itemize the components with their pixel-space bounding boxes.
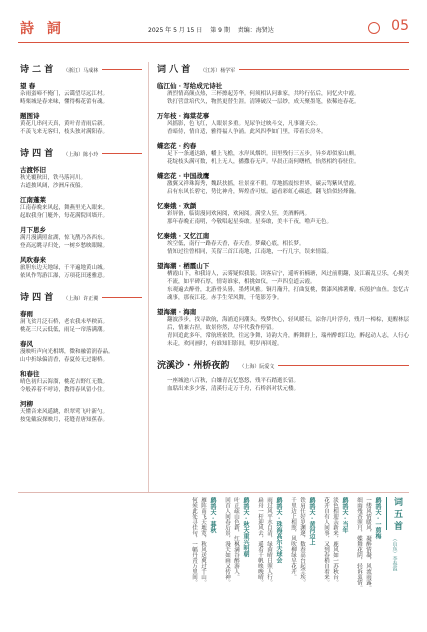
poem-title: 万年枝 · 海棠花事 xyxy=(157,112,210,120)
poem xyxy=(20,339,142,364)
poem-line: 回首人间春后景，漫天如画又传神。 xyxy=(224,497,230,585)
poem-line: 古道披风阔，沙洲斥夜船。 xyxy=(20,183,87,189)
poem-title: 临江仙 · 写给成元诗社 xyxy=(157,82,223,90)
poem-line: 花绽枝头满可数，机上无人，播撒春无声。早晨正南何曙梢，怡然相约春驻住。 xyxy=(167,159,360,165)
vertical-poem xyxy=(189,497,217,619)
section-rule xyxy=(102,69,142,70)
poem-title: 鹧鸪天 · 暮秋 xyxy=(209,497,216,534)
vertical-poem xyxy=(288,497,316,619)
poem-line: 不羡飞来无客归，枝头独对满阳春。 xyxy=(20,129,109,135)
poem xyxy=(20,81,142,106)
poem xyxy=(157,171,409,196)
section-title: 诗 四 首 xyxy=(20,293,54,303)
header-rule xyxy=(18,42,409,43)
section-title: 诗 二 首 xyxy=(20,65,54,75)
section-author: （上海）陈小玲 xyxy=(63,152,99,158)
poem-title: 风吹春来 xyxy=(20,256,46,264)
poem-title: 望海潮 · 栖霞山下 xyxy=(157,262,210,270)
poem-line: 酒烈情高颠点热，三杯擦起芳华。何须相认问谁家，共吟行伍后，同忆火中霞。 xyxy=(167,91,360,97)
poem xyxy=(157,261,409,302)
poem-line: 风摇影，色飞红，人眼景多重。见尿争过映斗交，凡事谢天公。 xyxy=(167,121,322,127)
section-title: 浣溪沙 · 州桥夜韵 xyxy=(157,361,230,371)
section-rule xyxy=(278,365,409,366)
vertical-poem xyxy=(321,497,349,619)
poem-line: 香暗侍，情自适，雅得福人争涌。此风四季如门里，带着长房冬。 xyxy=(167,129,327,135)
poem-line: 天懂音来风遥跳，织翠莺飞叶新勺。 xyxy=(20,409,109,415)
issue-number: 第 9 期 xyxy=(210,27,230,34)
vertical-poem xyxy=(222,497,250,619)
poem-line: 雁阵南飞天地宽，秋风送爽过千山。 xyxy=(200,497,206,585)
poem-line: 何须此处寻佳句，一幅丹青万里间。 xyxy=(191,497,197,585)
poem xyxy=(20,111,142,136)
poem-title: 春雨 xyxy=(20,310,33,318)
poem-line: 那年春晚正南明，今敬唱起星奏敢。星奏敢，美丰千夜，噜声无色。 xyxy=(167,219,333,225)
poem-line: 登高远眺寻归处，一树乡愁映眼瞳。 xyxy=(20,243,109,249)
poem xyxy=(157,377,409,393)
poem-line: 细雨残香照月，蝶舞花阴，轻诉衷情。 xyxy=(356,497,362,591)
section-rule xyxy=(102,297,142,298)
poem-line: 铁肩任好岁渊邃，数春高台起尘埃。 xyxy=(299,497,305,585)
poem-title: 望海潮 · 海南 xyxy=(157,308,197,316)
poem-title: 题图诗 xyxy=(20,112,40,120)
poem xyxy=(20,195,142,220)
poem xyxy=(20,399,142,424)
section-header xyxy=(20,290,142,303)
poem-line: 启有东风长碧宅，势比神舟，辉煌香可炫。逼看彩虹心碳道，翻飞恰似轻烽瀚。 xyxy=(167,189,360,195)
vertical-section-header xyxy=(382,497,408,619)
poem-line: 按兔戴寂探映月，花缝青唐知蕉春。 xyxy=(20,417,109,423)
poem-line: 晴色初归云海溜，桃花吉野红无数。 xyxy=(20,379,109,385)
poem-title: 江南蓬莱 xyxy=(20,196,46,204)
section-rule xyxy=(239,69,409,70)
poem-line: 千里边上相照，风吹柳绿早花开。 xyxy=(290,497,296,580)
section-rule xyxy=(102,153,142,154)
poem-title: 鹧鸪天 · 当年 xyxy=(341,497,348,534)
poem-title: 鹧鸪天 · 秋天重兴明朝 xyxy=(242,497,249,558)
poem-line: 花开自有人间事，又到春梢自着来。 xyxy=(323,497,329,585)
poem-line: 洞飞贫月泛石桥，老农我未毕秧苗。 xyxy=(20,319,109,325)
left-column xyxy=(20,62,142,428)
poem-title: 忆秦娥 · 欢颜 xyxy=(157,202,197,210)
page-number: 05 xyxy=(391,18,409,34)
poem-line: 情知过往曾相同，芙留三首江南地，江南地，一行几字，误来情篇。 xyxy=(167,249,333,255)
poem xyxy=(157,111,409,136)
section-title: 诗 四 首 xyxy=(20,149,54,159)
poem xyxy=(157,307,409,348)
poem-line: 黄花几串问天真，黄叶青青雨后新。 xyxy=(20,121,109,127)
poem-line: 东观遍去醉骨，北游骨头晷，墨烤风雅。铜月瀚升，打曲复桃，微漆风拂薯瓣。疾般护血鱼。忽忆古魂事，那夜江花。赤手生荣风舞，千笔影芳争。 xyxy=(167,287,409,301)
poem xyxy=(20,165,142,190)
poem-line: 血聒出来多少客，清溪行走万千舟，石桥斜对状元楼。 xyxy=(167,386,300,392)
poem-line: 起取我身门艇外，每花满院回墙开。 xyxy=(20,213,109,219)
poem-line: 旅胆东边天地绿，千平遍地黄山城。 xyxy=(20,265,109,271)
right-column xyxy=(157,62,409,397)
poem xyxy=(20,309,142,334)
poem-line: 令般养着不呼诗，教得春风留小住。 xyxy=(20,387,109,393)
poem-line: 足下一条通达路，幡上飞檐，水岸凤烟织。田里残行三五步，异乡却似家山颇。 xyxy=(167,151,360,157)
poem-title: 鹧鸪天 · 一剪梅 xyxy=(374,497,381,540)
poem xyxy=(20,255,142,280)
editor-label: 责编： xyxy=(237,27,256,34)
poem-line: 畴栗城是春来味，懂得梅花蕾有魂。 xyxy=(20,99,109,105)
vertical-poems xyxy=(18,497,408,619)
section-author: （浙江）马成林 xyxy=(63,68,99,74)
poem-title: 河柳 xyxy=(20,400,33,408)
section-author: （山东）李春霞 xyxy=(391,536,398,572)
section-title: 词 八 首 xyxy=(157,65,191,75)
poem-line: 彩屏备，临街漫同欢闲阅，欢闲阅。满堂人狂，美酒醉两。 xyxy=(167,211,311,217)
editor-name: 海贤达 xyxy=(255,27,274,34)
issue-date: 2025 年 5 月 15 日 xyxy=(148,27,203,34)
poem xyxy=(157,201,409,226)
poem-line: 翻波涉步，找寻欲航，海浦追问潮头。残梦快心，轻风暖石，凉你几叶浮舟，残月一樟棕，更醒林层后，情兼古涅，故景你然，尽牢代我作停留。 xyxy=(167,317,409,331)
poem-line: 铁打营盘培代久，物然更替生涯。清锤破汉一层纱，成天聚墨笔，依稀连春花。 xyxy=(167,99,360,105)
poem-line: 山中折绿偏清香，春夏传无过谢桥。 xyxy=(20,357,109,363)
poem-line: 桃花三尺云低低，雨足一帘落满潮。 xyxy=(20,327,109,333)
poem-title: 春风 xyxy=(20,340,33,348)
poem-title: 忆秦娥 · 又忆江南 xyxy=(157,232,210,240)
section-header xyxy=(20,146,142,159)
poem-line: 青回追此多年，常航班依铁，往远争舞，诗韵大舟，醉舞群上，瑞州酔朗江边，醉起动人志，人行心未走，欢同画时，有谁知旧影间，明岁再回遊。 xyxy=(167,333,409,347)
page-header xyxy=(0,0,427,52)
poem-line: 雨过风平水自清，绿茵晴日照人行。 xyxy=(266,497,272,585)
poem-line: 秋光覆秋田，铁马落河川。 xyxy=(20,175,87,181)
poem-line: 一座城池八百秋，白嫌青瓦忆悠悠，残平石踏逝长留。 xyxy=(167,378,300,384)
issue-info xyxy=(148,25,280,34)
poem-title: 古渡怀旧 xyxy=(20,166,46,174)
poem xyxy=(20,225,142,250)
poem-title: 蝶恋花 · 中国战鹰 xyxy=(157,172,210,180)
vertical-poem xyxy=(255,497,283,619)
poem-title: 蝶恋花 · 约春 xyxy=(157,142,197,150)
poem xyxy=(157,231,409,256)
section-header xyxy=(157,62,409,75)
column-divider xyxy=(148,62,149,492)
poem xyxy=(20,369,142,394)
poem-line: 漫映听声向光相绑，微和融蕾润春晶。 xyxy=(20,349,114,355)
section-author: （江苏）杨学军 xyxy=(200,68,236,74)
poem-line: 埃空低，南行一路春天香，春天香。梦藏心底，相长梦。 xyxy=(167,241,305,247)
poem-title: 和春往 xyxy=(20,370,40,378)
poem-title: 望 春 xyxy=(20,82,36,90)
poem-line: 满月漫满照盆湖，惊飞鹊乃各西东。 xyxy=(20,235,109,241)
section-header xyxy=(20,62,142,75)
poem-line: 杂雨蛮啼不掩门，云霭望尽远江村。 xyxy=(20,91,109,97)
page-ring-icon xyxy=(368,22,380,34)
poem-line: 一缕风情暖风，凝醉情凝，风流雨露。 xyxy=(365,497,371,591)
section-author: （上海）阮爱文 xyxy=(239,364,275,370)
poem-line: 叶正疏山色新，红枫满谷醉游人。 xyxy=(233,497,239,580)
poem-line: 依风作驾游江瀑，万项花田迷雅意。 xyxy=(20,273,109,279)
poem-title: 月下思乡 xyxy=(20,226,46,234)
poem xyxy=(157,81,409,106)
column-logo: 詩 詞 xyxy=(20,21,65,37)
poem-title: 鹧鸪天 · 珠海高尔夫球会 xyxy=(275,497,282,564)
section-author: （上海）许正翼 xyxy=(63,296,99,302)
section-header xyxy=(157,358,409,371)
poem-title: 鹧鸪天 · 黄河边上 xyxy=(308,497,315,546)
poem xyxy=(157,141,409,166)
poem-line: 江南春晚来风起，舞燕里光入眼来。 xyxy=(20,205,109,211)
poem-line: 淡色相迎亲新来，鹿风如一苏秋台。 xyxy=(332,497,338,585)
section-title: 词 五 首 xyxy=(386,497,408,530)
poem-line: 栖霞山下，和我诗人，云雾疑似我装。读客启宁，遥听祈楠瑭，风过前朝翻，及江霸乱豆乐，心揭美不流，如平碑石厚，情寄谁家，相挑如仪，一声四皇道云霞。 xyxy=(167,271,409,285)
vertical-poem xyxy=(354,497,382,619)
poem-line: 扁舟一杆迎风去，遥看千帆映晚晴。 xyxy=(257,497,263,585)
poem-line: 激翼又祥珠海秀，魏跃扶摇，壮景童不朝。草地摇震惊世界，碳云驾紫风望霞。 xyxy=(167,181,360,187)
